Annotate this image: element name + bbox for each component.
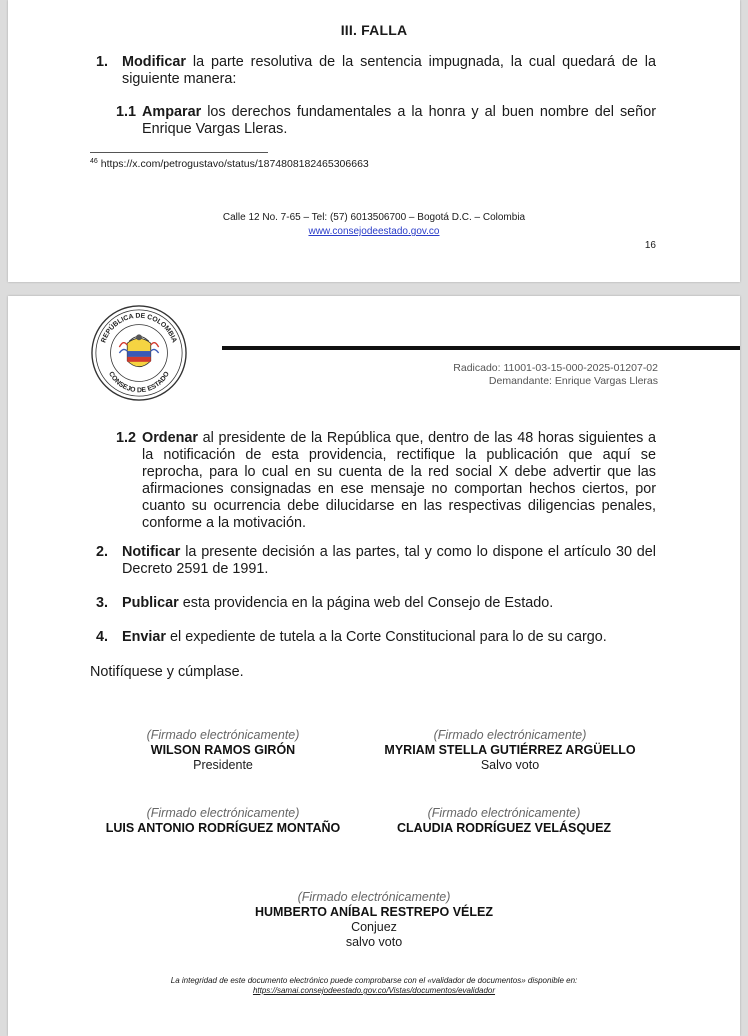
item-number: 4. — [96, 629, 109, 645]
signed-electronically-note: (Firmado electrónicamente) — [297, 890, 451, 904]
resolution-item-4 — [96, 629, 656, 646]
closing-formula: Notifíquese y cúmplase. — [90, 664, 244, 680]
consejo-de-estado-seal — [90, 304, 188, 402]
signer-name: MYRIAM STELLA GUTIÉRREZ ARGÜELLO — [384, 743, 636, 757]
item-verb: Modificar — [122, 54, 186, 70]
item-number: 1.1 — [116, 104, 137, 120]
document-page-16 — [8, 0, 740, 282]
signature-block-4 — [374, 806, 634, 836]
signer-name: LUIS ANTONIO RODRÍGUEZ MONTAÑO — [105, 821, 341, 835]
footnote-divider — [90, 152, 268, 153]
item-text: al presidente de la República que, dentro de las 48 horas siguientes a la notificación de esta providencia, rectifique la publicación que aquí se reprocha, para lo cual en su cuenta de la red social X debe advertir que las afirmaciones consignadas en ese mensaje no comportan hechos ciertos, por cuanto su ocurrencia debe dilucidarse en las respectivas diligencias penales, conforme a la motivación. — [142, 430, 656, 531]
item-number: 2. — [96, 544, 109, 560]
signer-role: Conjuez — [351, 920, 397, 934]
item-number: 3. — [96, 595, 109, 611]
signature-block-2 — [360, 728, 660, 773]
item-verb: Publicar — [122, 595, 179, 611]
resolution-item-1 — [96, 54, 656, 88]
page-number: 16 — [644, 240, 656, 251]
section-heading: III. FALLA — [340, 22, 408, 38]
radicado-number: Radicado: 11001-03-15-000-2025-01207-02 — [453, 362, 658, 374]
signer-role: Salvo voto — [480, 758, 540, 772]
signed-electronically-note: (Firmado electrónicamente) — [146, 806, 300, 820]
demandante: Demandante: Enrique Vargas Lleras — [488, 375, 658, 387]
footnote-url[interactable]: https://x.com/petrogustavo/status/1874808182465306663 — [100, 158, 369, 170]
signed-electronically-note: (Firmado electrónicamente) — [427, 806, 581, 820]
svg-text:CONSEJO DE ESTADO: CONSEJO DE ESTADO — [107, 370, 171, 395]
item-text: la parte resolutiva de la sentencia impugnada, la cual quedará de la siguiente manera: — [122, 54, 656, 87]
signer-vote: salvo voto — [345, 935, 403, 949]
resolution-item-2 — [96, 544, 656, 578]
header-rule — [222, 346, 740, 350]
svg-text:REPÚBLICA DE COLOMBIA: REPÚBLICA DE COLOMBIA — [100, 312, 178, 344]
signer-name: WILSON RAMOS GIRÓN — [150, 743, 296, 757]
document-page-17 — [8, 296, 740, 1036]
item-text: esta providencia en la página web del Consejo de Estado. — [178, 595, 554, 611]
signer-name: CLAUDIA RODRÍGUEZ VELÁSQUEZ — [396, 821, 612, 835]
item-text: los derechos fundamentales a la honra y al buen nombre del señor Enrique Vargas Lleras. — [142, 104, 656, 137]
footnote — [90, 158, 369, 170]
footer-website-link[interactable]: www.consejodeestado.gov.co — [308, 226, 440, 237]
footnote-number: 46 — [90, 158, 98, 165]
item-text: la presente decisión a las partes, tal y como lo dispone el artículo 30 del Decreto 2591 de 1991. — [122, 544, 656, 577]
footer-address: Calle 12 No. 7-65 – Tel: (57) 6013506700 – Bogotá D.C. – Colombia — [222, 212, 526, 223]
item-number: 1.2 — [116, 430, 137, 446]
signature-block-5 — [214, 890, 534, 950]
item-verb: Amparar — [142, 104, 202, 120]
item-number: 1. — [96, 54, 109, 70]
signature-block-1 — [108, 728, 338, 773]
signer-name: HUMBERTO ANÍBAL RESTREPO VÉLEZ — [255, 905, 493, 919]
validator-link[interactable]: https://samai.consejodeestado.gov.co/Vistas/documentos/evalidador — [252, 986, 496, 995]
resolution-item-3 — [96, 595, 656, 612]
item-verb: Enviar — [122, 629, 166, 645]
item-text: el expediente de tutela a la Corte Constitucional para lo de su cargo. — [166, 629, 607, 645]
item-verb: Notificar — [122, 544, 181, 560]
signer-role: Presidente — [193, 758, 253, 772]
case-reference — [453, 362, 658, 388]
signed-electronically-note: (Firmado electrónicamente) — [146, 728, 300, 742]
signed-electronically-note: (Firmado electrónicamente) — [433, 728, 587, 742]
resolution-item-1-2 — [116, 430, 656, 532]
validator-note — [8, 976, 740, 996]
item-verb: Ordenar — [142, 430, 198, 446]
signature-block-3 — [78, 806, 368, 836]
validator-text: La integridad de este documento electrónico puede comprobarse con el «validador de documentos» disponible en: — [170, 976, 578, 985]
resolution-item-1-1 — [116, 104, 656, 138]
